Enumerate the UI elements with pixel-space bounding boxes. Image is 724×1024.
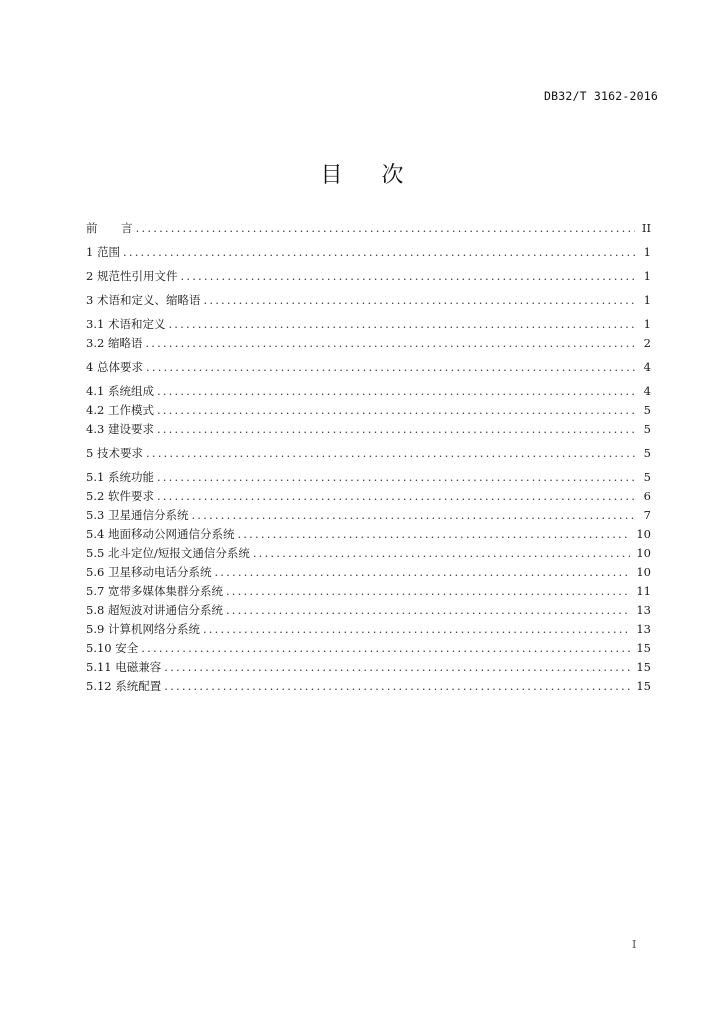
- toc-dot-leader: [123, 243, 635, 262]
- toc-dot-leader: [226, 601, 630, 620]
- toc-dot-leader: [180, 267, 635, 286]
- toc-entry-5-2[interactable]: [86, 487, 651, 506]
- table-of-contents: [86, 219, 651, 696]
- toc-entry-page: 5: [643, 446, 651, 460]
- toc-entry-5-3[interactable]: [86, 506, 651, 525]
- toc-entry-label: 5.4 地面移动公网通信分系统: [86, 527, 235, 541]
- toc-entry-page: 10: [636, 527, 651, 541]
- toc-entry-label: 5.7 宽带多媒体集群分系统: [86, 584, 223, 598]
- toc-entry-label: 5.8 超短波对讲通信分系统: [86, 603, 223, 617]
- toc-entry-5-7[interactable]: [86, 582, 651, 601]
- toc-dot-leader: [157, 487, 635, 506]
- toc-entry-label: 4.3 建设要求: [86, 422, 154, 436]
- toc-entry-5[interactable]: [86, 444, 651, 463]
- toc-entry-page: 1: [643, 317, 651, 331]
- toc-dot-leader: [145, 334, 635, 353]
- toc-entry-page: 4: [643, 360, 651, 374]
- toc-dot-leader: [253, 544, 631, 563]
- toc-dot-leader: [157, 382, 635, 401]
- toc-entry-page: 1: [643, 245, 651, 259]
- toc-entry-page: 2: [643, 336, 651, 350]
- toc-entry-4-3[interactable]: [86, 420, 651, 439]
- toc-entry-page: 6: [643, 489, 651, 503]
- toc-dot-leader: [164, 677, 630, 696]
- toc-entry-5-11[interactable]: [86, 658, 651, 677]
- toc-dot-leader: [157, 420, 635, 439]
- toc-entry-page: 10: [636, 565, 651, 579]
- toc-dot-leader: [191, 506, 635, 525]
- toc-dot-leader: [141, 639, 630, 658]
- toc-entry-label: 3.1 术语和定义: [86, 317, 166, 331]
- toc-dot-leader: [157, 401, 635, 420]
- toc-entry-label: 5.10 安全: [86, 641, 139, 655]
- toc-entry-page: 7: [643, 508, 651, 522]
- toc-dot-leader: [214, 563, 630, 582]
- page-title: 目 次: [320, 163, 404, 188]
- page-number: I: [632, 938, 637, 951]
- toc-entry-label: 3 术语和定义、缩略语: [86, 293, 201, 307]
- toc-entry-5-1[interactable]: [86, 468, 651, 487]
- toc-dot-leader: [164, 658, 630, 677]
- toc-entry-page: 15: [636, 660, 651, 674]
- toc-dot-leader: [146, 358, 635, 377]
- toc-entry-label: 2 规范性引用文件: [86, 269, 178, 283]
- toc-dot-leader: [203, 291, 635, 310]
- toc-entry-page: 15: [636, 641, 651, 655]
- toc-entry-page: 13: [636, 603, 651, 617]
- toc-entry-label: 3.2 缩略语: [86, 336, 143, 350]
- toc-entry-page: II: [641, 221, 651, 235]
- toc-dot-leader: [237, 525, 630, 544]
- toc-entry-label: 5.12 系统配置: [86, 679, 162, 693]
- toc-entry-1[interactable]: [86, 243, 651, 262]
- toc-entry-label: 4.1 系统组成: [86, 384, 154, 398]
- toc-entry-label: 5.1 系统功能: [86, 470, 154, 484]
- toc-entry-5-8[interactable]: [86, 601, 651, 620]
- toc-entry-label: 5.11 电磁兼容: [86, 660, 162, 674]
- toc-entry-2[interactable]: [86, 267, 651, 286]
- document-number: DB32/T 3162-2016: [544, 89, 658, 103]
- toc-dot-leader: [168, 315, 635, 334]
- toc-entry-5-5[interactable]: [86, 544, 651, 563]
- toc-entry-label: 5 技术要求: [86, 446, 143, 460]
- toc-dot-leader: [203, 620, 630, 639]
- toc-entry-label: 5.2 软件要求: [86, 489, 154, 503]
- toc-entry-page: 5: [643, 422, 651, 436]
- toc-entry-5-9[interactable]: [86, 620, 651, 639]
- toc-dot-leader: [226, 582, 630, 601]
- toc-entry-label: 4 总体要求: [86, 360, 143, 374]
- toc-entry-page: 11: [636, 584, 651, 598]
- toc-entry-page: 1: [643, 269, 651, 283]
- toc-entry-page: 10: [636, 546, 651, 560]
- toc-entry-label: 5.9 计算机网络分系统: [86, 622, 200, 636]
- toc-entry-label: 5.3 卫星通信分系统: [86, 508, 189, 522]
- toc-entry-5-4[interactable]: [86, 525, 651, 544]
- toc-entry-4-1[interactable]: [86, 382, 651, 401]
- toc-entry-label: 5.5 北斗定位/短报文通信分系统: [86, 546, 250, 560]
- toc-entry-page: 5: [643, 403, 651, 417]
- toc-entry-page: 13: [636, 622, 651, 636]
- toc-dot-leader: [146, 444, 635, 463]
- toc-entry-3-2[interactable]: [86, 334, 651, 353]
- toc-entry-page: 4: [643, 384, 651, 398]
- toc-entry-label: 5.6 卫星移动电话分系统: [86, 565, 212, 579]
- toc-entry-5-10[interactable]: [86, 639, 651, 658]
- toc-entry-label: 4.2 工作模式: [86, 403, 154, 417]
- toc-entry-4[interactable]: [86, 358, 651, 377]
- toc-entry-5-6[interactable]: [86, 563, 651, 582]
- toc-entry-page: 15: [636, 679, 651, 693]
- toc-dot-leader: [157, 468, 635, 487]
- toc-entry-5-12[interactable]: [86, 677, 651, 696]
- toc-entry-page: 5: [643, 470, 651, 484]
- toc-entry-foreword[interactable]: [86, 219, 651, 238]
- toc-dot-leader: [136, 219, 635, 238]
- toc-entry-label: 前 言: [86, 221, 133, 235]
- toc-entry-3[interactable]: [86, 291, 651, 310]
- toc-entry-4-2[interactable]: [86, 401, 651, 420]
- toc-entry-label: 1 范围: [86, 245, 120, 259]
- toc-entry-3-1[interactable]: [86, 315, 651, 334]
- toc-entry-page: 1: [643, 293, 651, 307]
